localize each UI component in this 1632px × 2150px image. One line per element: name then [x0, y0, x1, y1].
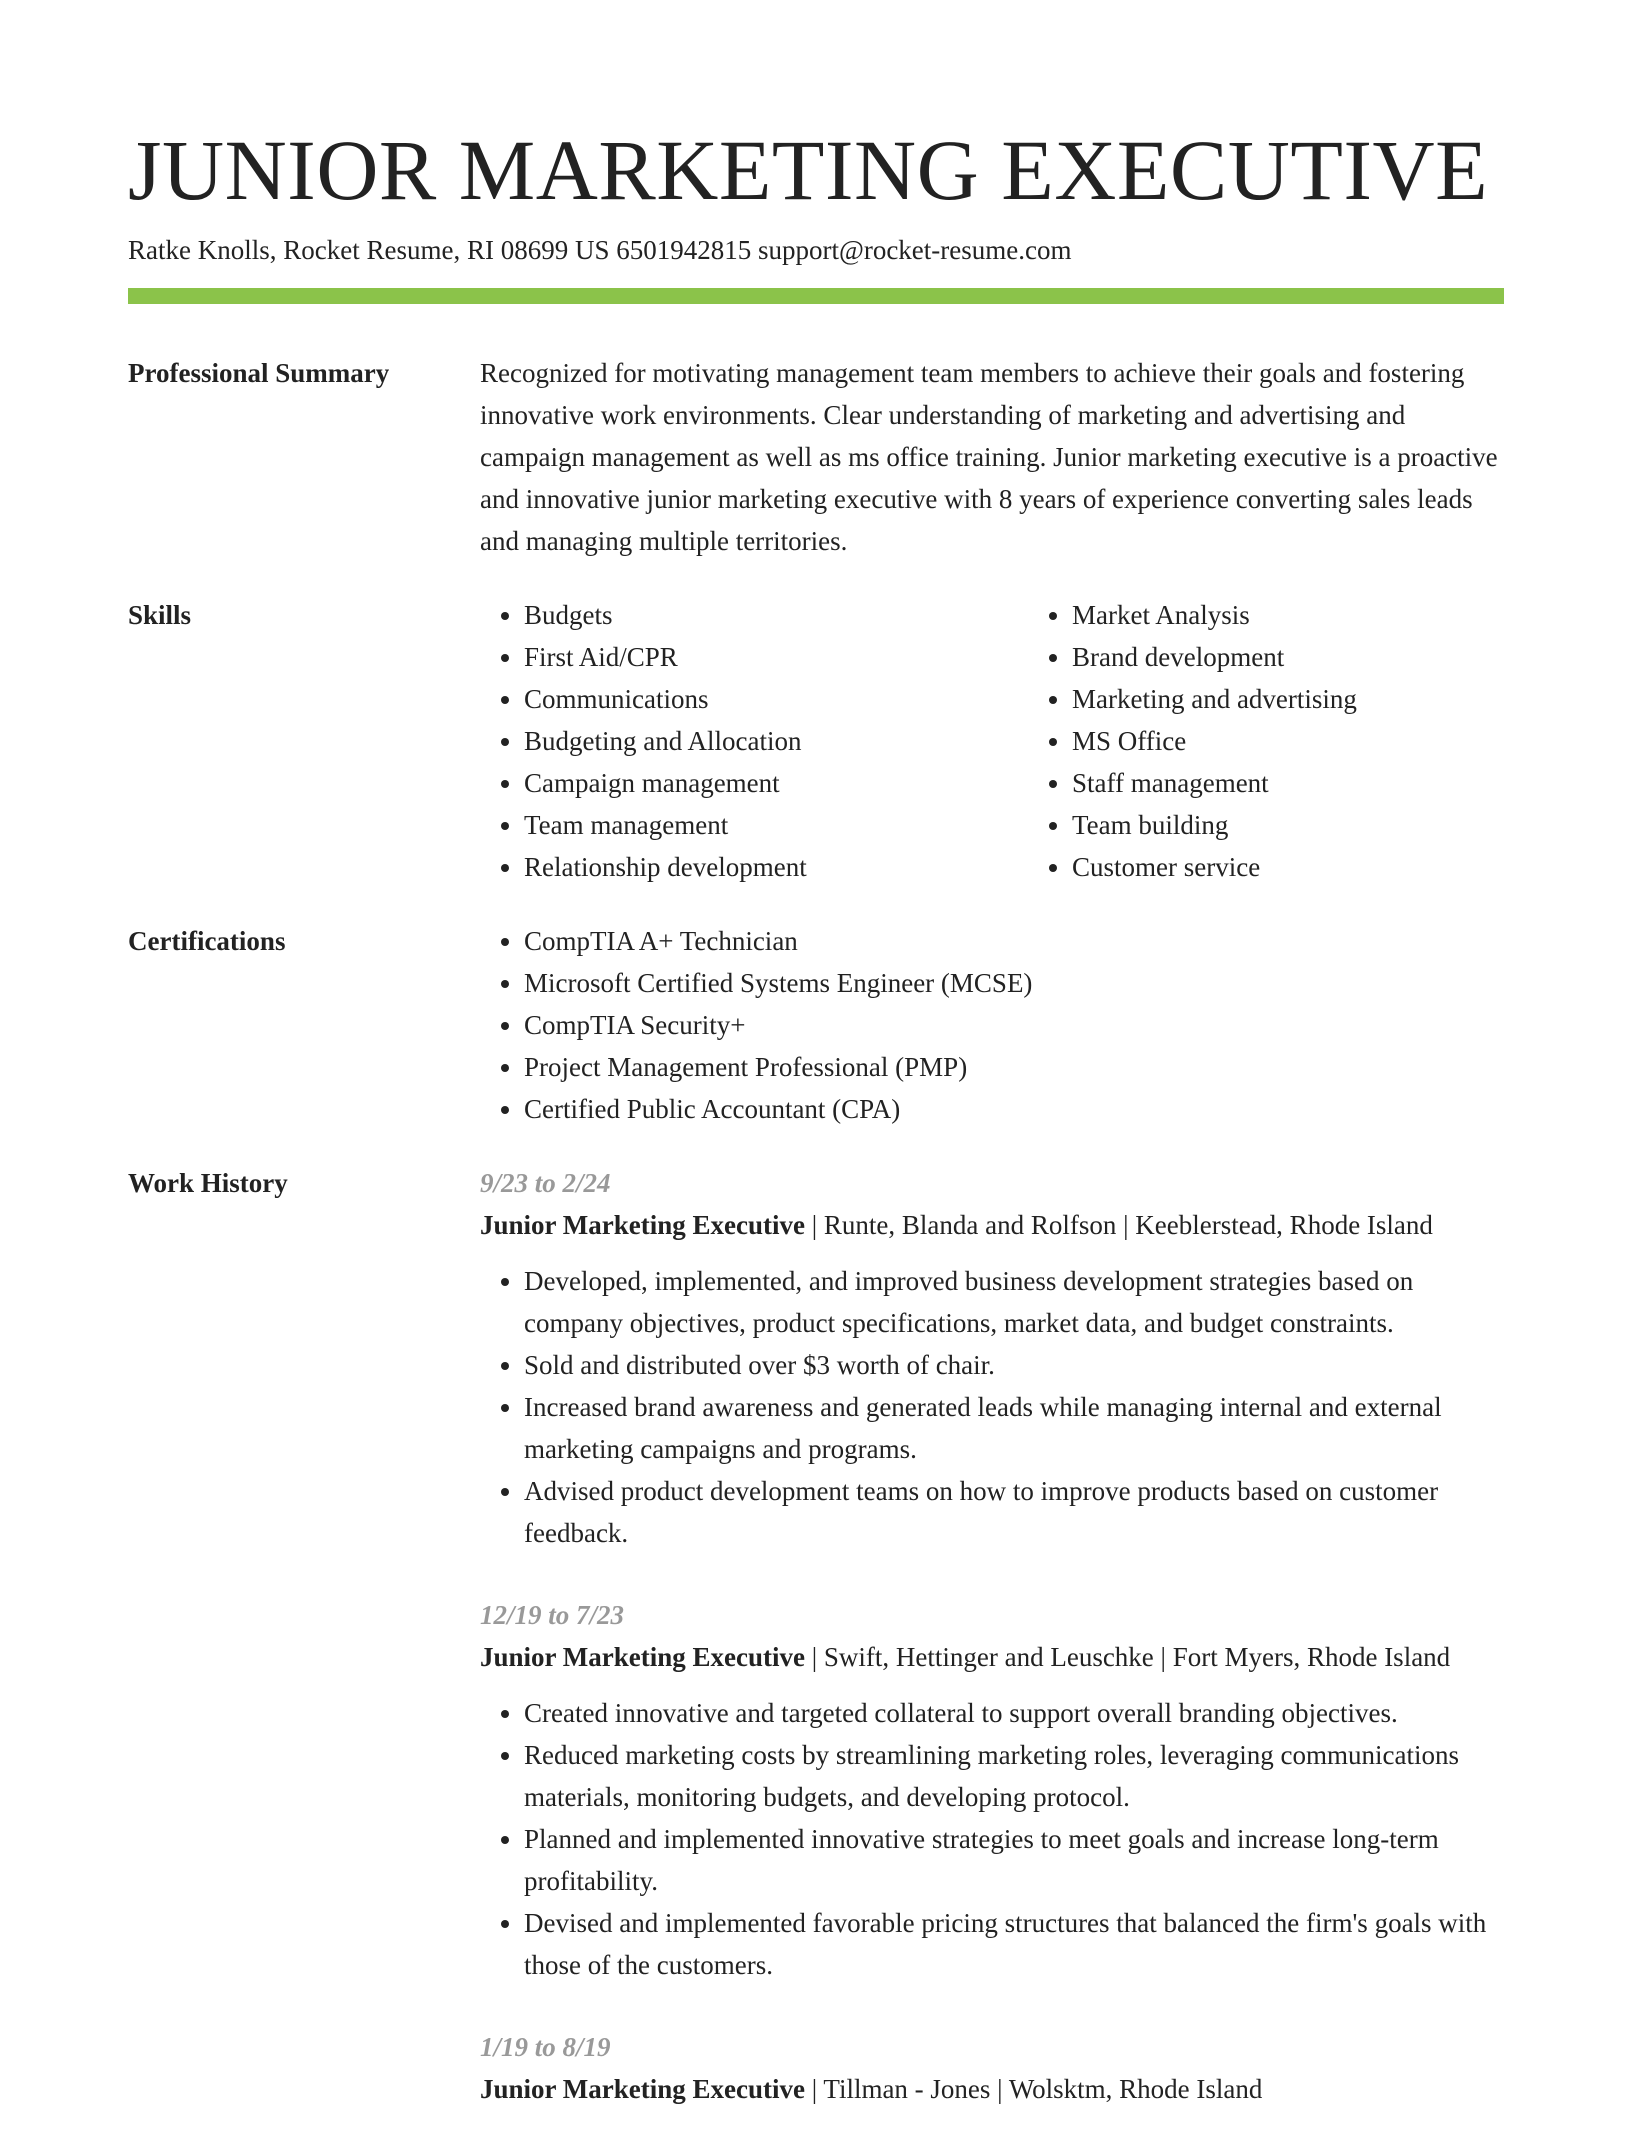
skill-item: • First Aid/CPR [524, 636, 1028, 678]
job-dates: 1/19 to 8/19 [480, 2032, 611, 2062]
job-dates: 9/23 to 2/24 [480, 1168, 611, 1198]
certification-item: • CompTIA Security+ [524, 1004, 1504, 1046]
certification-item: • CompTIA A+ Technician [524, 920, 1504, 962]
section-heading-skills: Skills [128, 600, 192, 630]
summary-text: Recognized for motivating management team members to achieve their goals and fostering innovative work environments. Clear understanding of marketing and advertising and campaign management as well as ms office training. Junior marketing executive is a proactive and innovative junior marketing executive with 8 years of experience converting sales leads and managing multiple territories. [480, 358, 1498, 556]
skill-item: • Team building [1072, 804, 1576, 846]
job-title: Junior Marketing Executive [480, 1642, 805, 1672]
job-duty-item: • Sold and distributed over $3 worth of chair. [524, 1344, 1504, 1386]
certifications-list [480, 920, 1504, 1130]
job-entry [480, 1594, 1504, 1986]
job-duty-item: • Advised product development teams on how to improve products based on customer feedback. [524, 1470, 1504, 1554]
job-duty-item: • Planned and implemented innovative strategies to meet goals and increase long-term profitability. [524, 1818, 1504, 1902]
skill-item: • Relationship development [524, 846, 1028, 888]
certifications-body [480, 920, 1504, 1130]
job-heading [480, 2068, 1504, 2110]
summary-body [480, 352, 1504, 562]
accent-divider [128, 288, 1504, 304]
work-history-body [480, 1162, 1504, 2150]
skill-item: • Budgeting and Allocation [524, 720, 1028, 762]
job-company-location: | Runte, Blanda and Rolfson | Keeblerstead, Rhode Island [804, 1210, 1433, 1240]
job-duties-list [480, 1260, 1504, 1554]
job-heading [480, 1204, 1504, 1246]
resume-page [128, 120, 1504, 2150]
skills-list-left [480, 594, 1028, 888]
job-duty-item: • Increased brand awareness and generated leads while managing internal and external marketing campaigns and programs. [524, 1386, 1504, 1470]
job-title: Junior Marketing Executive [480, 1210, 805, 1240]
skill-item: • Customer service [1072, 846, 1576, 888]
section-heading-summary: Professional Summary [128, 358, 390, 388]
certification-item: • Certified Public Accountant (CPA) [524, 1088, 1504, 1130]
skill-item: • Campaign management [524, 762, 1028, 804]
section-heading-work-history: Work History [128, 1168, 288, 1198]
job-dates: 12/19 to 7/23 [480, 1600, 625, 1630]
skill-item: • Staff management [1072, 762, 1576, 804]
work-history-section [128, 1162, 1504, 2150]
job-entry [480, 2026, 1504, 2110]
skills-list-right [1028, 594, 1576, 888]
skill-item: • Communications [524, 678, 1028, 720]
job-duty-item: • Developed, implemented, and improved business development strategies based on company objectives, product specifications, market data, and budget constraints. [524, 1260, 1504, 1344]
section-heading-certifications: Certifications [128, 926, 286, 956]
certifications-section [128, 920, 1504, 1130]
job-title: Junior Marketing Executive [480, 2074, 805, 2104]
skills-section [128, 594, 1504, 888]
skill-item: • MS Office [1072, 720, 1576, 762]
job-company-location: | Tillman - Jones | Wolsktm, Rhode Island [804, 2074, 1263, 2104]
job-duty-item: • Reduced marketing costs by streamlining marketing roles, leveraging communications materials, monitoring budgets, and developing protocol. [524, 1734, 1504, 1818]
contact-line: Ratke Knolls, Rocket Resume, RI 08699 US 6501942815 support@rocket-resume.com [128, 235, 1072, 265]
skill-item: • Market Analysis [1072, 594, 1576, 636]
job-heading [480, 1636, 1504, 1678]
certification-item: • Project Management Professional (PMP) [524, 1046, 1504, 1088]
skills-body [480, 594, 1504, 888]
summary-section [128, 352, 1504, 562]
skill-item: • Marketing and advertising [1072, 678, 1576, 720]
certification-item: • Microsoft Certified Systems Engineer (MCSE) [524, 962, 1504, 1004]
job-duties-list [480, 1692, 1504, 1986]
job-entry [480, 1162, 1504, 1554]
skill-item: • Budgets [524, 594, 1028, 636]
skill-item: • Brand development [1072, 636, 1576, 678]
job-company-location: | Swift, Hettinger and Leuschke | Fort Myers, Rhode Island [804, 1642, 1451, 1672]
skill-item: • Team management [524, 804, 1028, 846]
job-duty-item: • Devised and implemented favorable pricing structures that balanced the firm's goals with those of the customers. [524, 1902, 1504, 1986]
resume-title: JUNIOR MARKETING EXECUTIVE [128, 122, 1489, 218]
job-duty-item: • Created innovative and targeted collateral to support overall branding objectives. [524, 1692, 1504, 1734]
